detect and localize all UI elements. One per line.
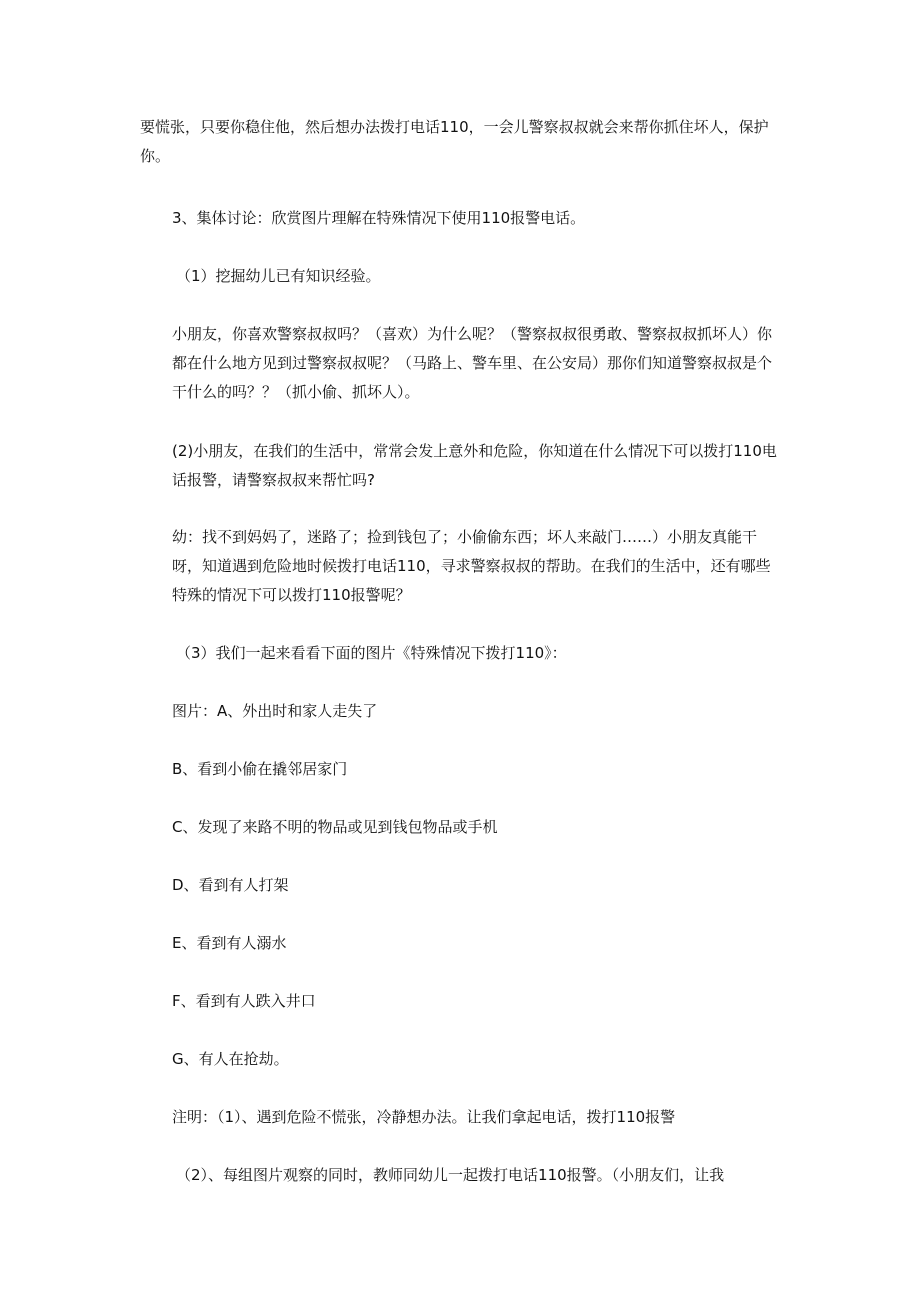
subheading-experience: （1）挖掘幼儿已有知识经验。 [176, 267, 381, 285]
list-item: C、发现了来路不明的物品或见到钱包物品或手机 [172, 818, 498, 836]
list-item: 图片：A、外出时和家人走失了 [172, 702, 378, 720]
list-item: E、看到有人溺水 [172, 934, 287, 952]
paragraph-intro: 要慌张，只要你稳住他，然后想办法拨打电话110，一会儿警察叔叔就会来帮你抓住坏人，保护你。 [140, 118, 769, 165]
list-item: F、看到有人跌入井口 [172, 992, 316, 1010]
list-item: B、看到小偷在撬邻居家门 [172, 760, 348, 778]
paragraph-note-2: （2）、每组图片观察的同时，教师同幼儿一起拨打电话110报警。（小朋友们，让我 [176, 1166, 725, 1184]
list-item: D、看到有人打架 [172, 876, 289, 894]
paragraph-note: 注明：（1）、遇到危险不慌张，冷静想办法。让我们拿起电话，拨打110报警 [172, 1108, 676, 1126]
paragraph-accidents: (2)小朋友，在我们的生活中，常常会发上意外和危险，你知道在什么情况下可以拨打110电话报警，请警察叔叔来帮忙吗? [172, 442, 777, 489]
list-item: G、有人在抢劫。 [172, 1050, 289, 1068]
paragraph-child-answers: 幼：找不到妈妈了，迷路了；捡到钱包了；小偷偷东西；坏人来敲门……）小朋友真能干呀，知道遇到危险地时候拨打电话110，寻求警察叔叔的帮助。在我们的生活中，还有哪些特殊的情况下可以拨打110报警呢？ [172, 528, 771, 604]
heading-discussion: 3、集体讨论：欣赏图片理解在特殊情况下使用110报警电话。 [172, 209, 586, 227]
paragraph-police-questions: 小朋友，你喜欢警察叔叔吗？（喜欢）为什么呢？（警察叔叔很勇敢、警察叔叔抓坏人）你都在什么地方见到过警察叔叔呢？（马路上、警车里、在公安局）那你们知道警察叔叔是个干什么的吗？？（抓小偷、抓坏人）。 [172, 325, 773, 401]
subheading-pictures: （3）我们一起来看看下面的图片《特殊情况下拨打110》： [176, 644, 567, 662]
